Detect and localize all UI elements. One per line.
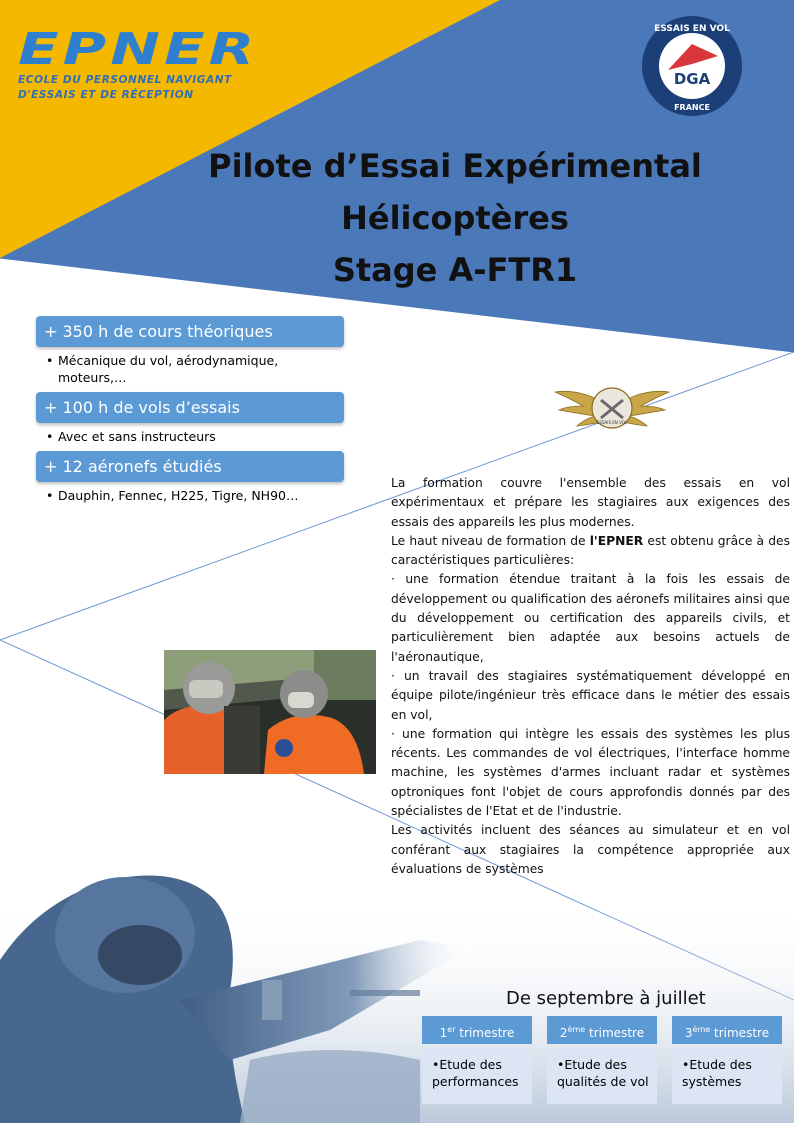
term-content: • Etude des performances (422, 1048, 532, 1104)
description-paragraph: · une formation qui intègre les essais des systèmes les plus récents. Les commandes de vol électriques, l'interface homme machine, les systèmes d'armes incluant radar et systèmes optroniques font l'objet de cours approfondis donnés par des spécialistes de l'Etat et de l'industrie. (391, 726, 790, 819)
title-line-2: Hélicoptères (341, 199, 569, 237)
schedule-title: De septembre à juillet (506, 988, 706, 1009)
cockpit-crew-photo (164, 650, 376, 774)
title-line-1: Pilote d’Essai Expérimental (208, 147, 702, 185)
description-text (391, 474, 790, 879)
logo-subtitle-line1: ECOLE DU PERSONNEL NAVIGANT (18, 74, 232, 86)
term-column (422, 1016, 532, 1104)
term-header: 3ème trimestre (672, 1016, 782, 1044)
description-paragraph: · une formation étendue traitant à la fois les essais de développement ou qualification des aéronefs militaires ainsi que du développement ou certification des appareils civils, et particulièrement bien adaptée aux besoins actuels de l'aéronautique, (391, 572, 790, 664)
term-header: 1er trimestre (422, 1016, 532, 1044)
key-point-heading: + 350 h de cours théoriques (36, 316, 344, 347)
description-paragraph: Le haut niveau de formation de l'EPNER est obtenu grâce à des caractéristiques particulières: (391, 533, 790, 568)
description-paragraph: La formation couvre l'ensemble des essais en vol expérimentaux et prépare les stagiaires aux exigences des essais des appareils les plus modernes. (391, 476, 790, 529)
title-line-3: Stage A-FTR1 (332, 251, 578, 289)
epner-logo (18, 24, 259, 102)
badge-center-text: DGA (673, 70, 711, 88)
key-point-heading: + 12 aéronefs étudiés (36, 451, 344, 482)
logo-wordmark: EPNER (18, 24, 259, 75)
badge-top-text: ESSAIS EN VOL (654, 24, 730, 34)
term-header: 2ème trimestre (547, 1016, 657, 1044)
term-column (547, 1016, 657, 1104)
description-paragraph: · un travail des stagiaires systématiquement développé en équipe pilote/ingénieur très efficace dans le métier des essais en vol, (391, 668, 790, 722)
badge-bottom-text: FRANCE (674, 103, 710, 112)
logo-subtitle-line2: D'ESSAIS ET DE RÉCEPTION (18, 89, 194, 101)
key-point-detail: • Avec et sans instructeurs (36, 423, 344, 451)
description-paragraph: Les activités incluent des séances au simulateur et en vol conférant aux stagiaires la compétence appropriée aux évaluations de systèmes (391, 823, 790, 876)
dga-essais-en-vol-badge (640, 14, 744, 118)
page-title (170, 140, 740, 296)
term-content: • Etude des qualités de vol (547, 1048, 657, 1104)
term-column (672, 1016, 782, 1104)
epner-bold: l'EPNER (589, 533, 644, 548)
term-content: • Etude des systèmes (672, 1048, 782, 1104)
key-point-detail: • Dauphin, Fennec, H225, Tigre, NH90… (36, 482, 344, 510)
key-points-list (36, 316, 344, 510)
emblem-text: ESSAIS EN VOL (596, 420, 628, 425)
key-point-detail: • Mécanique du vol, aérodynamique, moteurs,… (36, 347, 344, 392)
key-point-heading: + 100 h de vols d’essais (36, 392, 344, 423)
winged-emblem-icon (553, 378, 671, 438)
